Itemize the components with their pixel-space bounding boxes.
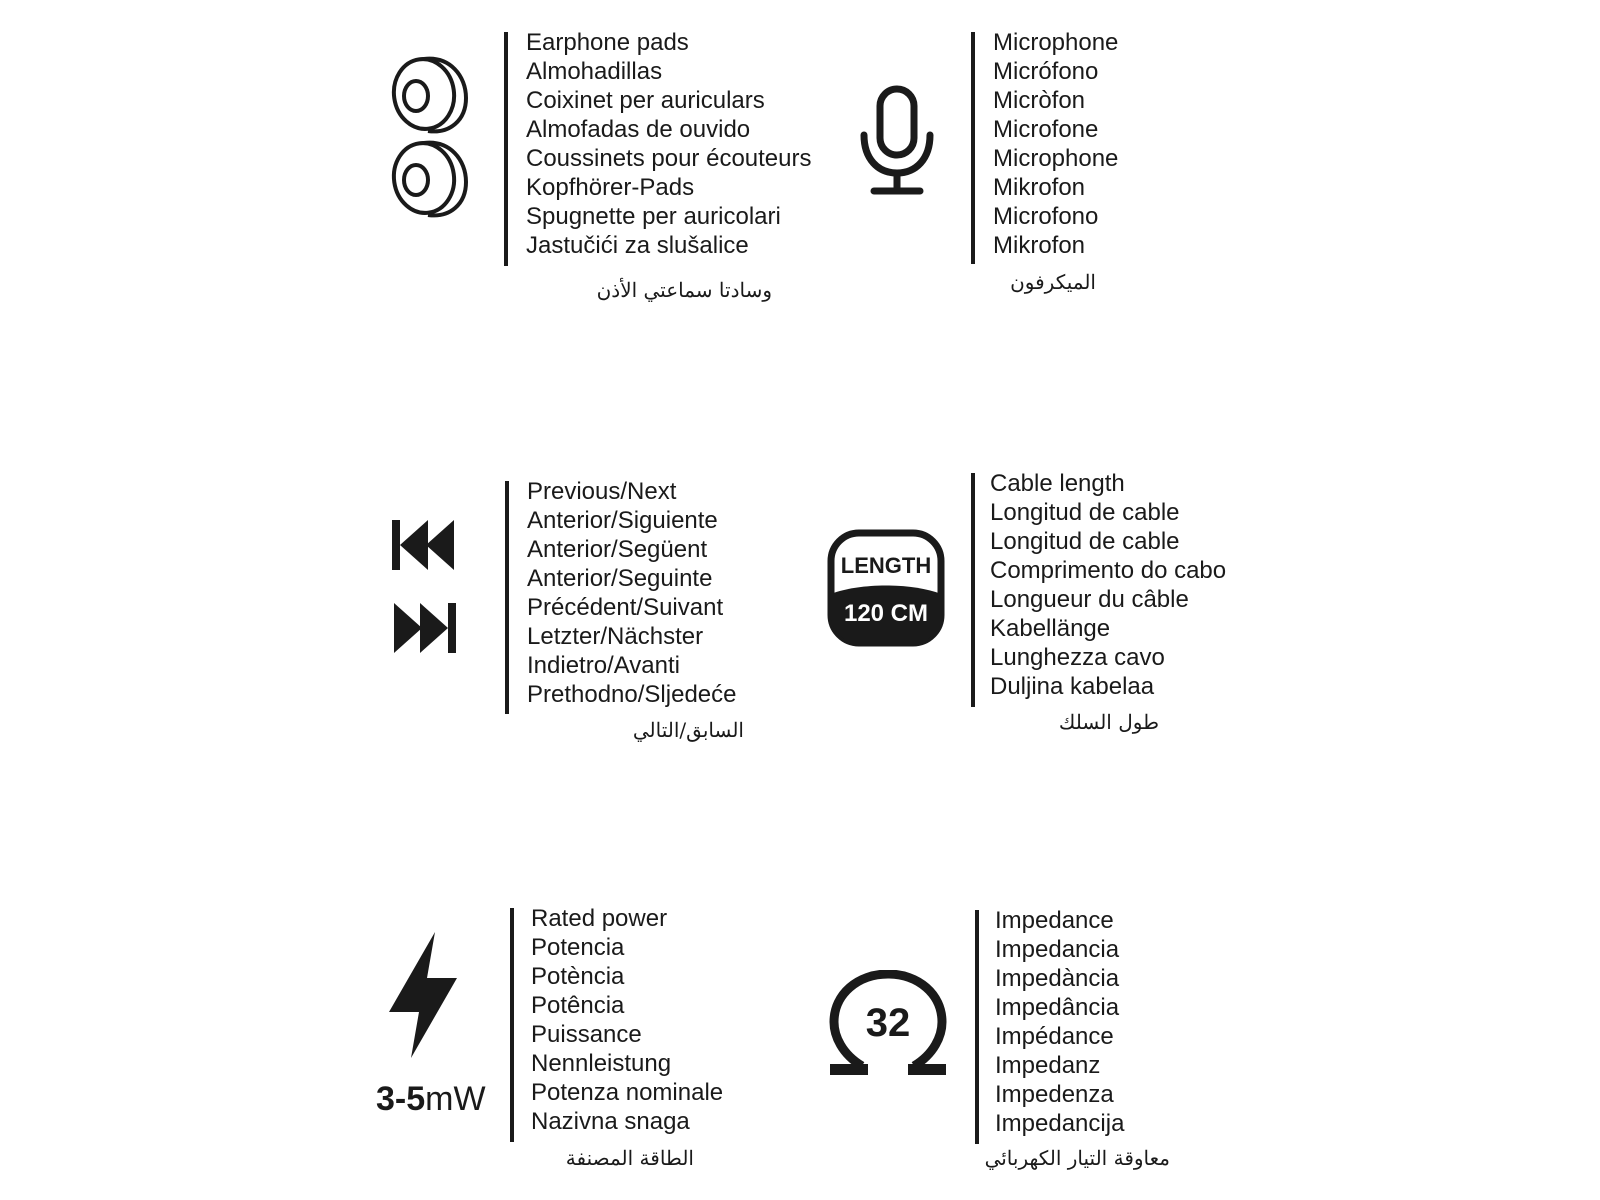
label-fr: Impédance xyxy=(995,1023,1114,1050)
label-it: Spugnette per auricolari xyxy=(526,203,781,230)
label-hr: Impedancija xyxy=(995,1110,1125,1137)
length-badge-top: LENGTH xyxy=(840,553,932,578)
label-ca: Potència xyxy=(531,963,625,990)
label-de: Letzter/Nächster xyxy=(527,623,704,650)
omega-impedance-icon xyxy=(828,970,948,1080)
label-es: Potencia xyxy=(531,934,625,961)
cable-length-labels xyxy=(990,469,1226,701)
label-ar: الطاقة المصنفة xyxy=(565,1146,694,1170)
label-de: Kabellänge xyxy=(990,615,1111,642)
label-en: Cable length xyxy=(990,470,1125,497)
length-badge-value: 120 CM xyxy=(843,600,929,627)
microphone-labels xyxy=(993,28,1118,260)
lightning-bolt-icon xyxy=(385,930,460,1060)
rated-power-number: 3-5 xyxy=(376,1080,426,1118)
label-es: Longitud de cable xyxy=(990,499,1180,526)
label-de: Mikrofon xyxy=(993,174,1086,201)
label-fr: Puissance xyxy=(531,1021,642,1048)
label-ca: Coixinet per auriculars xyxy=(526,87,765,114)
label-en: Impedance xyxy=(995,907,1114,934)
label-pt: Impedância xyxy=(995,994,1120,1021)
label-pt: Microfone xyxy=(993,116,1099,143)
label-pt: Potência xyxy=(531,992,625,1019)
divider-bar xyxy=(971,32,975,264)
divider-bar xyxy=(971,473,975,707)
label-it: Impedenza xyxy=(995,1081,1114,1108)
earphone-pads-labels xyxy=(526,28,812,260)
label-fr: Coussinets pour écouteurs xyxy=(526,145,812,172)
label-fr: Microphone xyxy=(993,145,1119,172)
label-de: Impedanz xyxy=(995,1052,1101,1079)
divider-bar xyxy=(510,908,514,1142)
label-ca: Anterior/Següent xyxy=(527,536,708,563)
label-it: Microfono xyxy=(993,203,1099,230)
label-es: Anterior/Siguiente xyxy=(527,507,718,534)
label-ca: Longitud de cable xyxy=(990,528,1180,555)
previous-next-icon xyxy=(390,518,460,658)
next-bar xyxy=(448,603,456,653)
label-pt: Almofadas de ouvido xyxy=(526,116,751,143)
previous-arrow-2 xyxy=(426,520,454,570)
cable-length-icon xyxy=(826,528,946,648)
label-de: Nennleistung xyxy=(531,1050,672,1077)
label-ar: طول السلك xyxy=(1058,710,1159,734)
label-en: Previous/Next xyxy=(527,478,677,505)
label-ar: معاوقة التيار الكهربائي xyxy=(984,1146,1170,1170)
rated-power-labels xyxy=(531,904,723,1136)
label-hr: Mikrofon xyxy=(993,232,1086,259)
rated-power-value xyxy=(376,1080,486,1119)
divider-bar xyxy=(504,32,508,266)
previous-arrow-1 xyxy=(400,520,428,570)
rated-power-unit: mW xyxy=(425,1080,486,1118)
label-en: Earphone pads xyxy=(526,29,689,56)
label-ar: الميكرفون xyxy=(1010,270,1096,294)
label-ar: السابق/التالي xyxy=(632,718,744,742)
label-hr: Prethodno/Sljedeće xyxy=(527,681,737,708)
earphone-pads-icon xyxy=(388,52,480,222)
previous-bar xyxy=(392,520,400,570)
label-de: Kopfhörer-Pads xyxy=(526,174,695,201)
divider-bar xyxy=(505,481,509,714)
previous-next-labels xyxy=(527,477,736,709)
label-es: Impedancia xyxy=(995,936,1120,963)
label-fr: Précédent/Suivant xyxy=(527,594,724,621)
impedance-labels xyxy=(995,906,1124,1138)
label-es: Almohadillas xyxy=(526,58,663,85)
label-pt: Anterior/Seguinte xyxy=(527,565,713,592)
label-hr: Nazivna snaga xyxy=(531,1108,690,1135)
impedance-value: 32 xyxy=(865,1001,911,1045)
label-hr: Jastučići za slušalice xyxy=(526,232,749,259)
label-en: Rated power xyxy=(531,905,668,932)
divider-bar xyxy=(975,910,979,1144)
label-pt: Comprimento do cabo xyxy=(990,557,1227,584)
next-arrow-1 xyxy=(394,603,422,653)
label-es: Micrófono xyxy=(993,58,1099,85)
label-ca: Impedància xyxy=(995,965,1120,992)
label-ca: Micròfon xyxy=(993,87,1086,114)
label-ar: وسادتا سماعتي الأذن xyxy=(596,278,772,302)
label-it: Potenza nominale xyxy=(531,1079,724,1106)
label-en: Microphone xyxy=(993,29,1119,56)
label-hr: Duljina kabelaa xyxy=(990,673,1155,700)
label-it: Lunghezza cavo xyxy=(990,644,1165,671)
label-it: Indietro/Avanti xyxy=(527,652,680,679)
next-arrow-2 xyxy=(420,603,448,653)
label-fr: Longueur du câble xyxy=(990,586,1189,613)
microphone-icon xyxy=(858,85,936,197)
